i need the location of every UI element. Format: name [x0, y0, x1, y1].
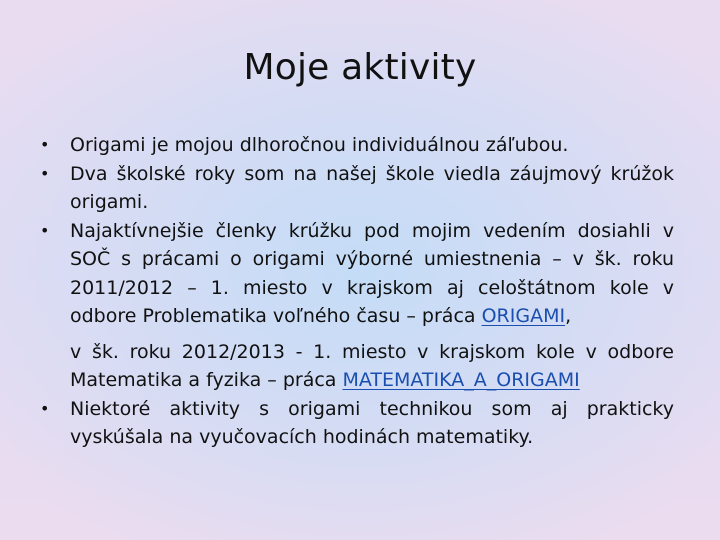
- slide-title: Moje aktivity: [243, 47, 477, 88]
- origami-link[interactable]: ORIGAMI: [481, 305, 566, 327]
- list-item-text-block: [70, 338, 674, 395]
- list-item-text: Dva školské roky som na našej škole viedla záujmový krúžok origami.: [70, 162, 674, 213]
- list-item: [40, 217, 674, 395]
- list-item-text-block: [70, 217, 674, 331]
- list-item-text: Origami je mojou dlhoročnou individuálnou záľubou.: [70, 134, 569, 156]
- bullet-icon: •: [40, 398, 50, 418]
- list-item: [40, 131, 674, 160]
- list-item-text: Niektoré aktivity s origami technikou som aj prakticky vyskúšala na vyučovacích hodinách matematiky.: [70, 397, 674, 448]
- list-item: [40, 160, 674, 217]
- bullet-list: [40, 131, 674, 452]
- bullet-icon: •: [40, 220, 50, 240]
- list-item-text: v šk. roku 2012/2013 - 1. miesto v krajskom kole v odbore Matematika a fyzika – práca: [70, 340, 674, 391]
- matematika-a-origami-link[interactable]: MATEMATIKA_A_ORIGAMI: [342, 369, 580, 391]
- bullet-icon: •: [40, 163, 50, 183]
- list-item: [40, 395, 674, 452]
- list-item-text: ,: [565, 305, 572, 327]
- bullet-icon: •: [40, 135, 50, 154]
- list-item-text: Najaktívnejšie členky krúžku pod mojim vedením dosiahli v SOČ s prácami o origami výborné umiestnenia – v šk. roku 2011/2012 – 1. miesto v krajskom aj celoštátnom kole v odbore Problematika voľného času – práca: [70, 219, 674, 327]
